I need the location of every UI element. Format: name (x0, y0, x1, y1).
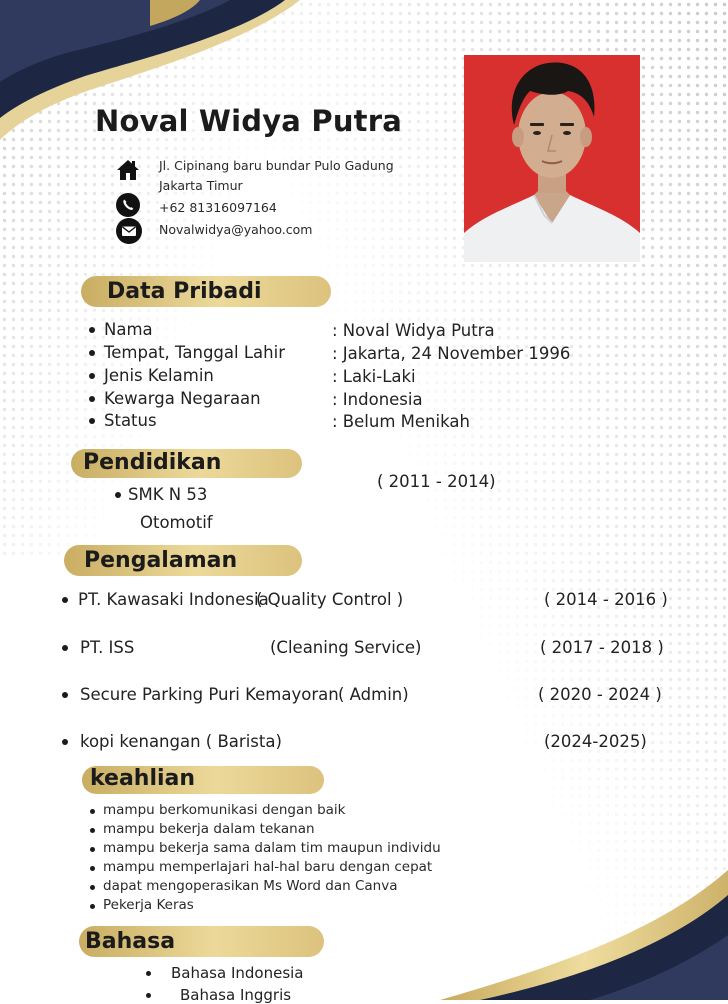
skill-item: mampu bekerja dalam tekanan (103, 821, 315, 837)
experience-company: PT. Kawasaki Indonesia (78, 590, 269, 609)
personal-label: Status (104, 411, 157, 430)
section-title-education: Pendidikan (83, 450, 222, 475)
experience-company: kopi kenangan ( Barista) (80, 732, 282, 751)
bullet (62, 692, 68, 698)
home-icon (116, 158, 140, 182)
section-header-personal (81, 276, 331, 307)
candidate-name: Noval Widya Putra (95, 104, 402, 138)
personal-label: Nama (104, 320, 153, 339)
envelope-icon (116, 218, 142, 244)
bullet (90, 847, 95, 852)
language-item: Bahasa Inggris (180, 986, 292, 1004)
personal-value: : Laki-Laki (332, 367, 416, 386)
section-title-skills: keahlian (90, 766, 196, 791)
section-title-personal: Data Pribadi (107, 279, 262, 304)
education-major: Otomotif (140, 513, 213, 532)
section-header-education (71, 449, 302, 478)
bullet (146, 971, 151, 976)
bullet (62, 739, 68, 745)
section-header-experience (64, 545, 302, 576)
bullet (89, 350, 95, 356)
bullet (62, 645, 68, 651)
language-item: Bahasa Indonesia (171, 964, 304, 982)
bullet (90, 809, 95, 814)
personal-value: : Indonesia (332, 390, 423, 409)
education-years: ( 2011 - 2014) (377, 472, 496, 491)
bullet (89, 396, 95, 402)
bullet (90, 904, 95, 909)
bullet (146, 993, 151, 998)
bullet (90, 866, 95, 871)
email-address: Novalwidya@yahoo.com (159, 222, 313, 237)
bullet (90, 885, 95, 890)
personal-label: Jenis Kelamin (104, 366, 214, 385)
education-school: SMK N 53 (128, 485, 208, 504)
experience-years: (2024-2025) (544, 732, 647, 751)
experience-role: (Cleaning Service) (270, 638, 422, 657)
phone-icon (116, 193, 140, 217)
experience-company: Secure Parking Puri Kemayoran (80, 685, 339, 704)
profile-photo (464, 55, 640, 262)
bullet (115, 492, 121, 498)
skill-item: Pekerja Keras (103, 897, 194, 913)
bullet (89, 418, 95, 424)
address-line-2: Jakarta Timur (159, 178, 243, 193)
section-title-languages: Bahasa (85, 929, 176, 954)
personal-label: Kewarga Negaraan (104, 389, 261, 408)
section-header-languages (79, 926, 324, 957)
experience-years: ( 2017 - 2018 ) (540, 638, 664, 657)
experience-role: ( Admin) (338, 685, 409, 704)
phone-number: +62 81316097164 (159, 200, 277, 215)
skill-item: mampu bekerja sama dalam tim maupun individu (103, 840, 441, 856)
skill-item: mampu berkomunikasi dengan baik (103, 802, 346, 818)
section-header-skills (82, 766, 324, 794)
address-line-1: Jl. Cipinang baru bundar Pulo Gadung (159, 158, 394, 173)
personal-value: : Noval Widya Putra (332, 321, 495, 340)
experience-role: ( Quality Control ) (256, 590, 404, 609)
personal-value: : Belum Menikah (332, 412, 470, 431)
experience-company: PT. ISS (80, 638, 135, 657)
skill-item: mampu memperlajari hal-hal baru dengan cepat (103, 859, 433, 875)
experience-years: ( 2014 - 2016 ) (544, 590, 668, 609)
personal-label: Tempat, Tanggal Lahir (104, 343, 285, 362)
personal-value: : Jakarta, 24 November 1996 (332, 344, 571, 363)
experience-years: ( 2020 - 2024 ) (538, 685, 662, 704)
section-title-experience: Pengalaman (84, 548, 238, 573)
bullet (89, 373, 95, 379)
bullet (90, 828, 95, 833)
skill-item: dapat mengoperasikan Ms Word dan Canva (103, 878, 398, 894)
bullet (62, 597, 68, 603)
bullet (89, 327, 95, 333)
